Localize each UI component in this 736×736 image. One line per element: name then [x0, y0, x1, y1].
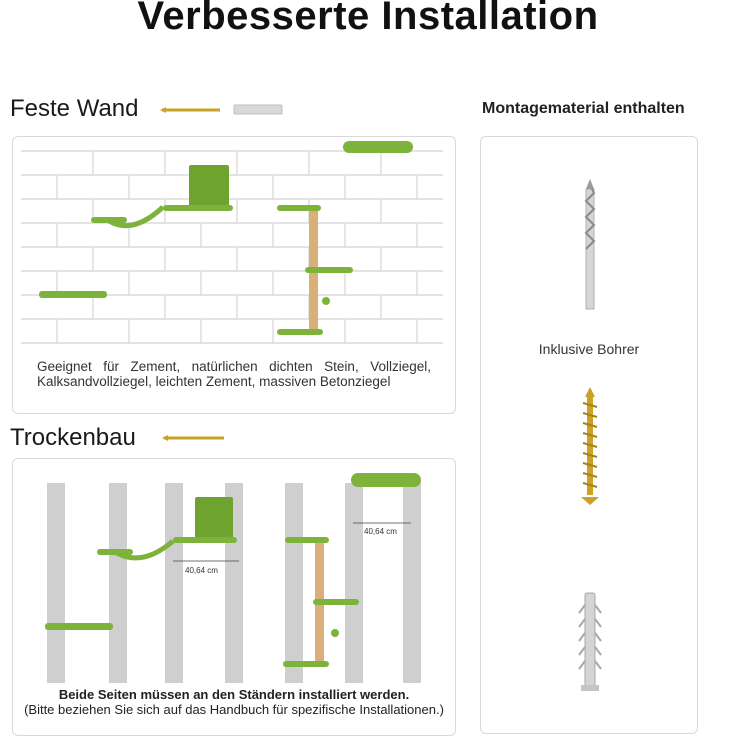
drill-label: Inklusive Bohrer	[538, 341, 640, 357]
drill-bit-icon	[162, 428, 232, 448]
shelf	[343, 141, 413, 153]
stud-spacing-label-1: 40,64 cm	[185, 566, 218, 575]
screw-icon	[481, 381, 697, 521]
stud-spacing-label-2: 40,64 cm	[364, 527, 397, 536]
wall-anchor-icon	[481, 585, 697, 705]
drywall-panel	[12, 458, 456, 736]
cat-box	[189, 165, 229, 209]
materials-heading: Montagematerial enthalten	[482, 100, 685, 117]
drill-bit-icon	[160, 100, 290, 120]
drywall-stud-illustration	[13, 459, 455, 685]
drill-bit-vertical-icon	[481, 137, 697, 337]
brick-wall-illustration	[13, 137, 455, 353]
drywall-heading: Trockenbau	[10, 424, 136, 451]
shelf	[39, 291, 107, 298]
solid-wall-panel	[12, 136, 456, 414]
drywall-note-bold: Beide Seiten müssen an den Ständern installiert werden.	[58, 687, 410, 702]
page-title: Verbesserte Installation	[137, 0, 599, 38]
solid-wall-heading: Feste Wand	[10, 95, 139, 122]
materials-panel	[480, 136, 698, 734]
drywall-note-text: (Bitte beziehen Sie sich auf das Handbuch für spezifische Installationen.)	[24, 702, 444, 717]
drywall-note	[17, 687, 451, 717]
solid-wall-description: Geeignet für Zement, natürlichen dichten Stein, Vollziegel, Kalksandvollziegel, leichten Zement, massiven Betonziegel	[37, 359, 431, 389]
